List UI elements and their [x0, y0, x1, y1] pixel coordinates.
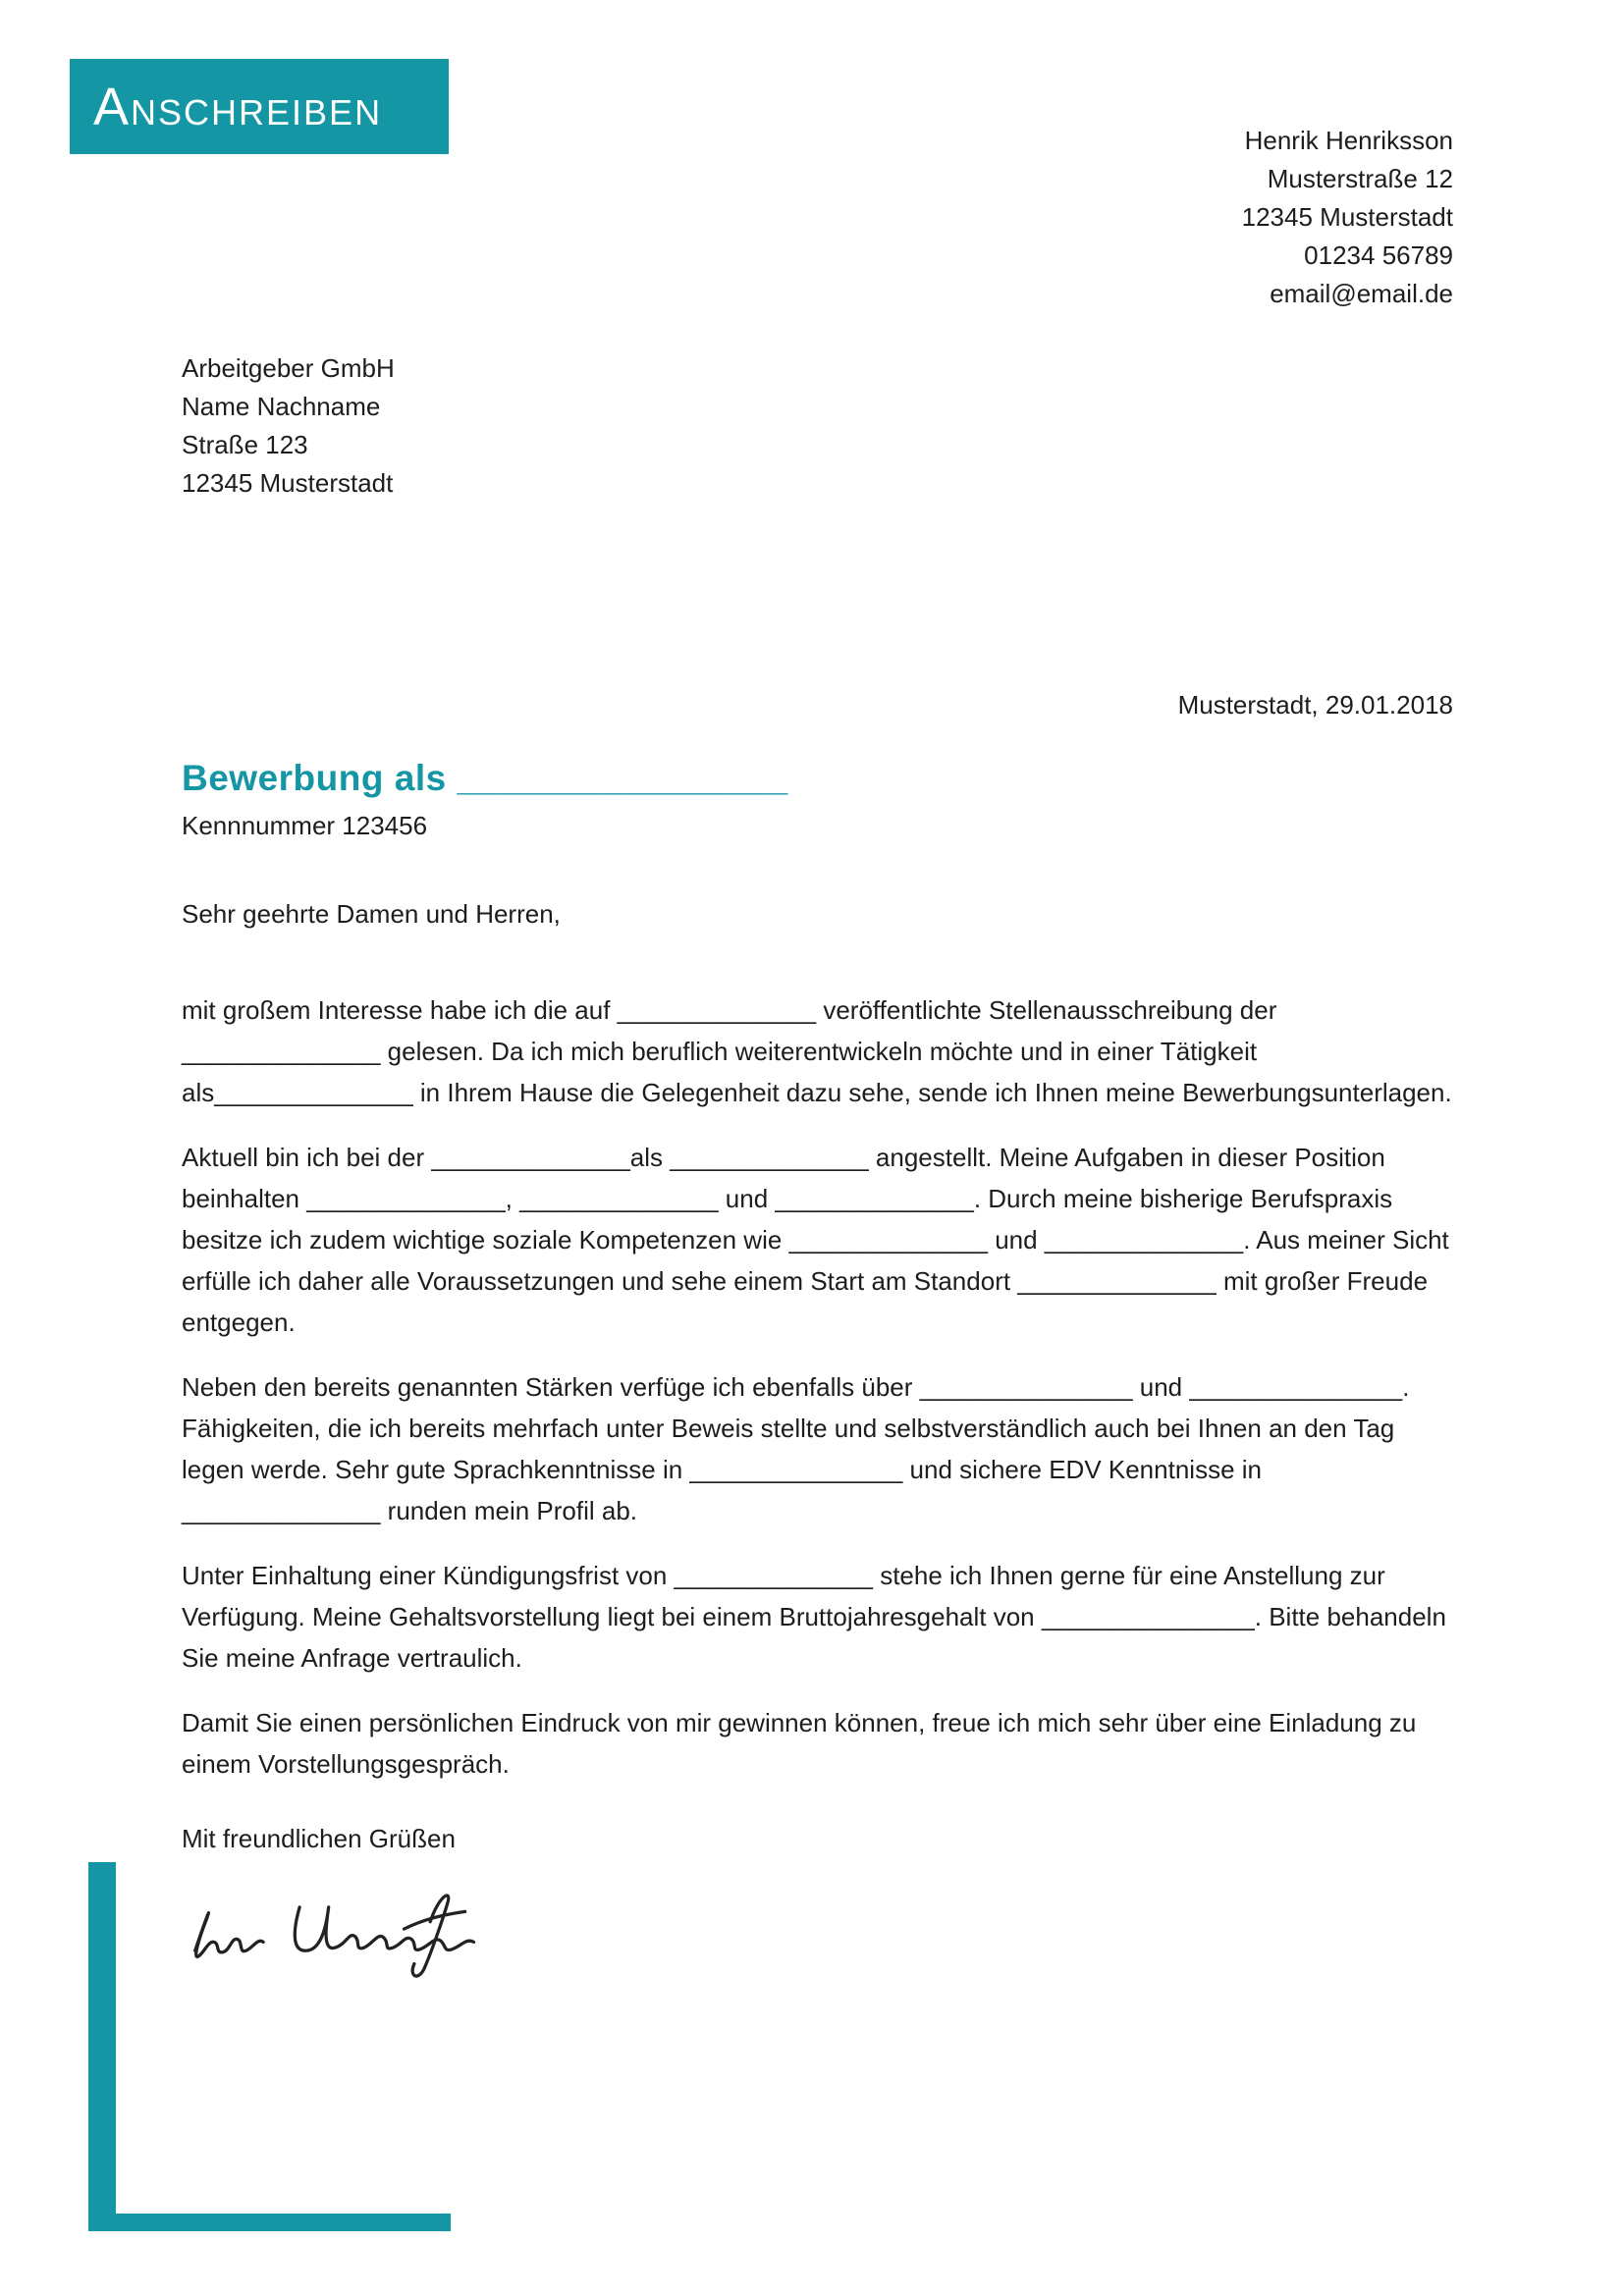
- signature-handwriting: [175, 1881, 509, 1989]
- recipient-street: Straße 123: [182, 430, 308, 459]
- decorative-corner-bar-vertical: [88, 1862, 116, 2231]
- sender-phone: 01234 56789: [1304, 240, 1453, 270]
- subject-line: Bewerbung als ________________: [182, 758, 788, 798]
- sender-name: Henrik Henriksson: [1244, 126, 1453, 155]
- sender-address-block: [1242, 122, 1453, 313]
- date-line: Musterstadt, 29.01.2018: [1177, 690, 1453, 720]
- recipient-address-block: [182, 349, 395, 503]
- letter-content: [182, 756, 1455, 1808]
- banner-title: ANSCHREIBEN: [93, 77, 383, 136]
- sender-street: Musterstraße 12: [1267, 164, 1453, 193]
- reference-number: Kennnummer 123456: [182, 811, 428, 840]
- body-paragraph: Neben den bereits genannten Stärken verfüge ich ebenfalls über _______________ und _______________. Fähigkeiten, die ich bereits mehrfach unter Beweis stellte und selbstverständlich auch bei Ihnen an den Tag legen werde. Sehr gute Sprachkenntnisse in _______________ und sichere EDV Kenntnisse in ______________ runden mein Profil ab.: [182, 1372, 1410, 1525]
- body-paragraph: Aktuell bin ich bei der ______________als ______________ angestellt. Meine Aufgaben in dieser Position beinhalten ______________, ______________ und ______________. Durch meine bisherige Berufspraxis besitze ich zudem wichtige soziale Kompetenzen wie ______________ und ______________. Aus meiner Sicht erfülle ich daher alle Voraussetzungen und sehe einem Start am Standort ______________ mit großer Freude entgegen.: [182, 1143, 1449, 1337]
- closing-greeting: Mit freundlichen Grüßen: [182, 1824, 456, 1853]
- body-paragraph: mit großem Interesse habe ich die auf ______________ veröffentlichte Stellenausschreibung der ______________ gelesen. Da ich mich beruflich weiterentwickeln möchte und in einer Tätigkeit als______________ in Ihrem Hause die Gelegenheit dazu sehe, sende ich Ihnen meine Bewerbungsunterlagen.: [182, 995, 1452, 1107]
- body-paragraph: Unter Einhaltung einer Kündigungsfrist von ______________ stehe ich Ihnen gerne für eine Anstellung zur Verfügung. Meine Gehaltsvorstellung liegt bei einem Bruttojahresgehalt von _______________. Bitte behandeln Sie meine Anfrage vertraulich.: [182, 1561, 1446, 1673]
- signature-svg: [175, 1881, 509, 1989]
- recipient-company: Arbeitgeber GmbH: [182, 353, 395, 383]
- document-type-banner: [70, 59, 449, 154]
- recipient-city: 12345 Musterstadt: [182, 468, 394, 498]
- decorative-corner-bar-horizontal: [116, 2214, 451, 2231]
- recipient-contact: Name Nachname: [182, 392, 381, 421]
- sender-email: email@email.de: [1270, 279, 1453, 308]
- salutation: Sehr geehrte Damen und Herren,: [182, 899, 561, 929]
- body-paragraph: Damit Sie einen persönlichen Eindruck von mir gewinnen können, freue ich mich sehr über eine Einladung zu einem Vorstellungsgespräch.: [182, 1708, 1417, 1779]
- sender-city: 12345 Musterstadt: [1241, 202, 1453, 232]
